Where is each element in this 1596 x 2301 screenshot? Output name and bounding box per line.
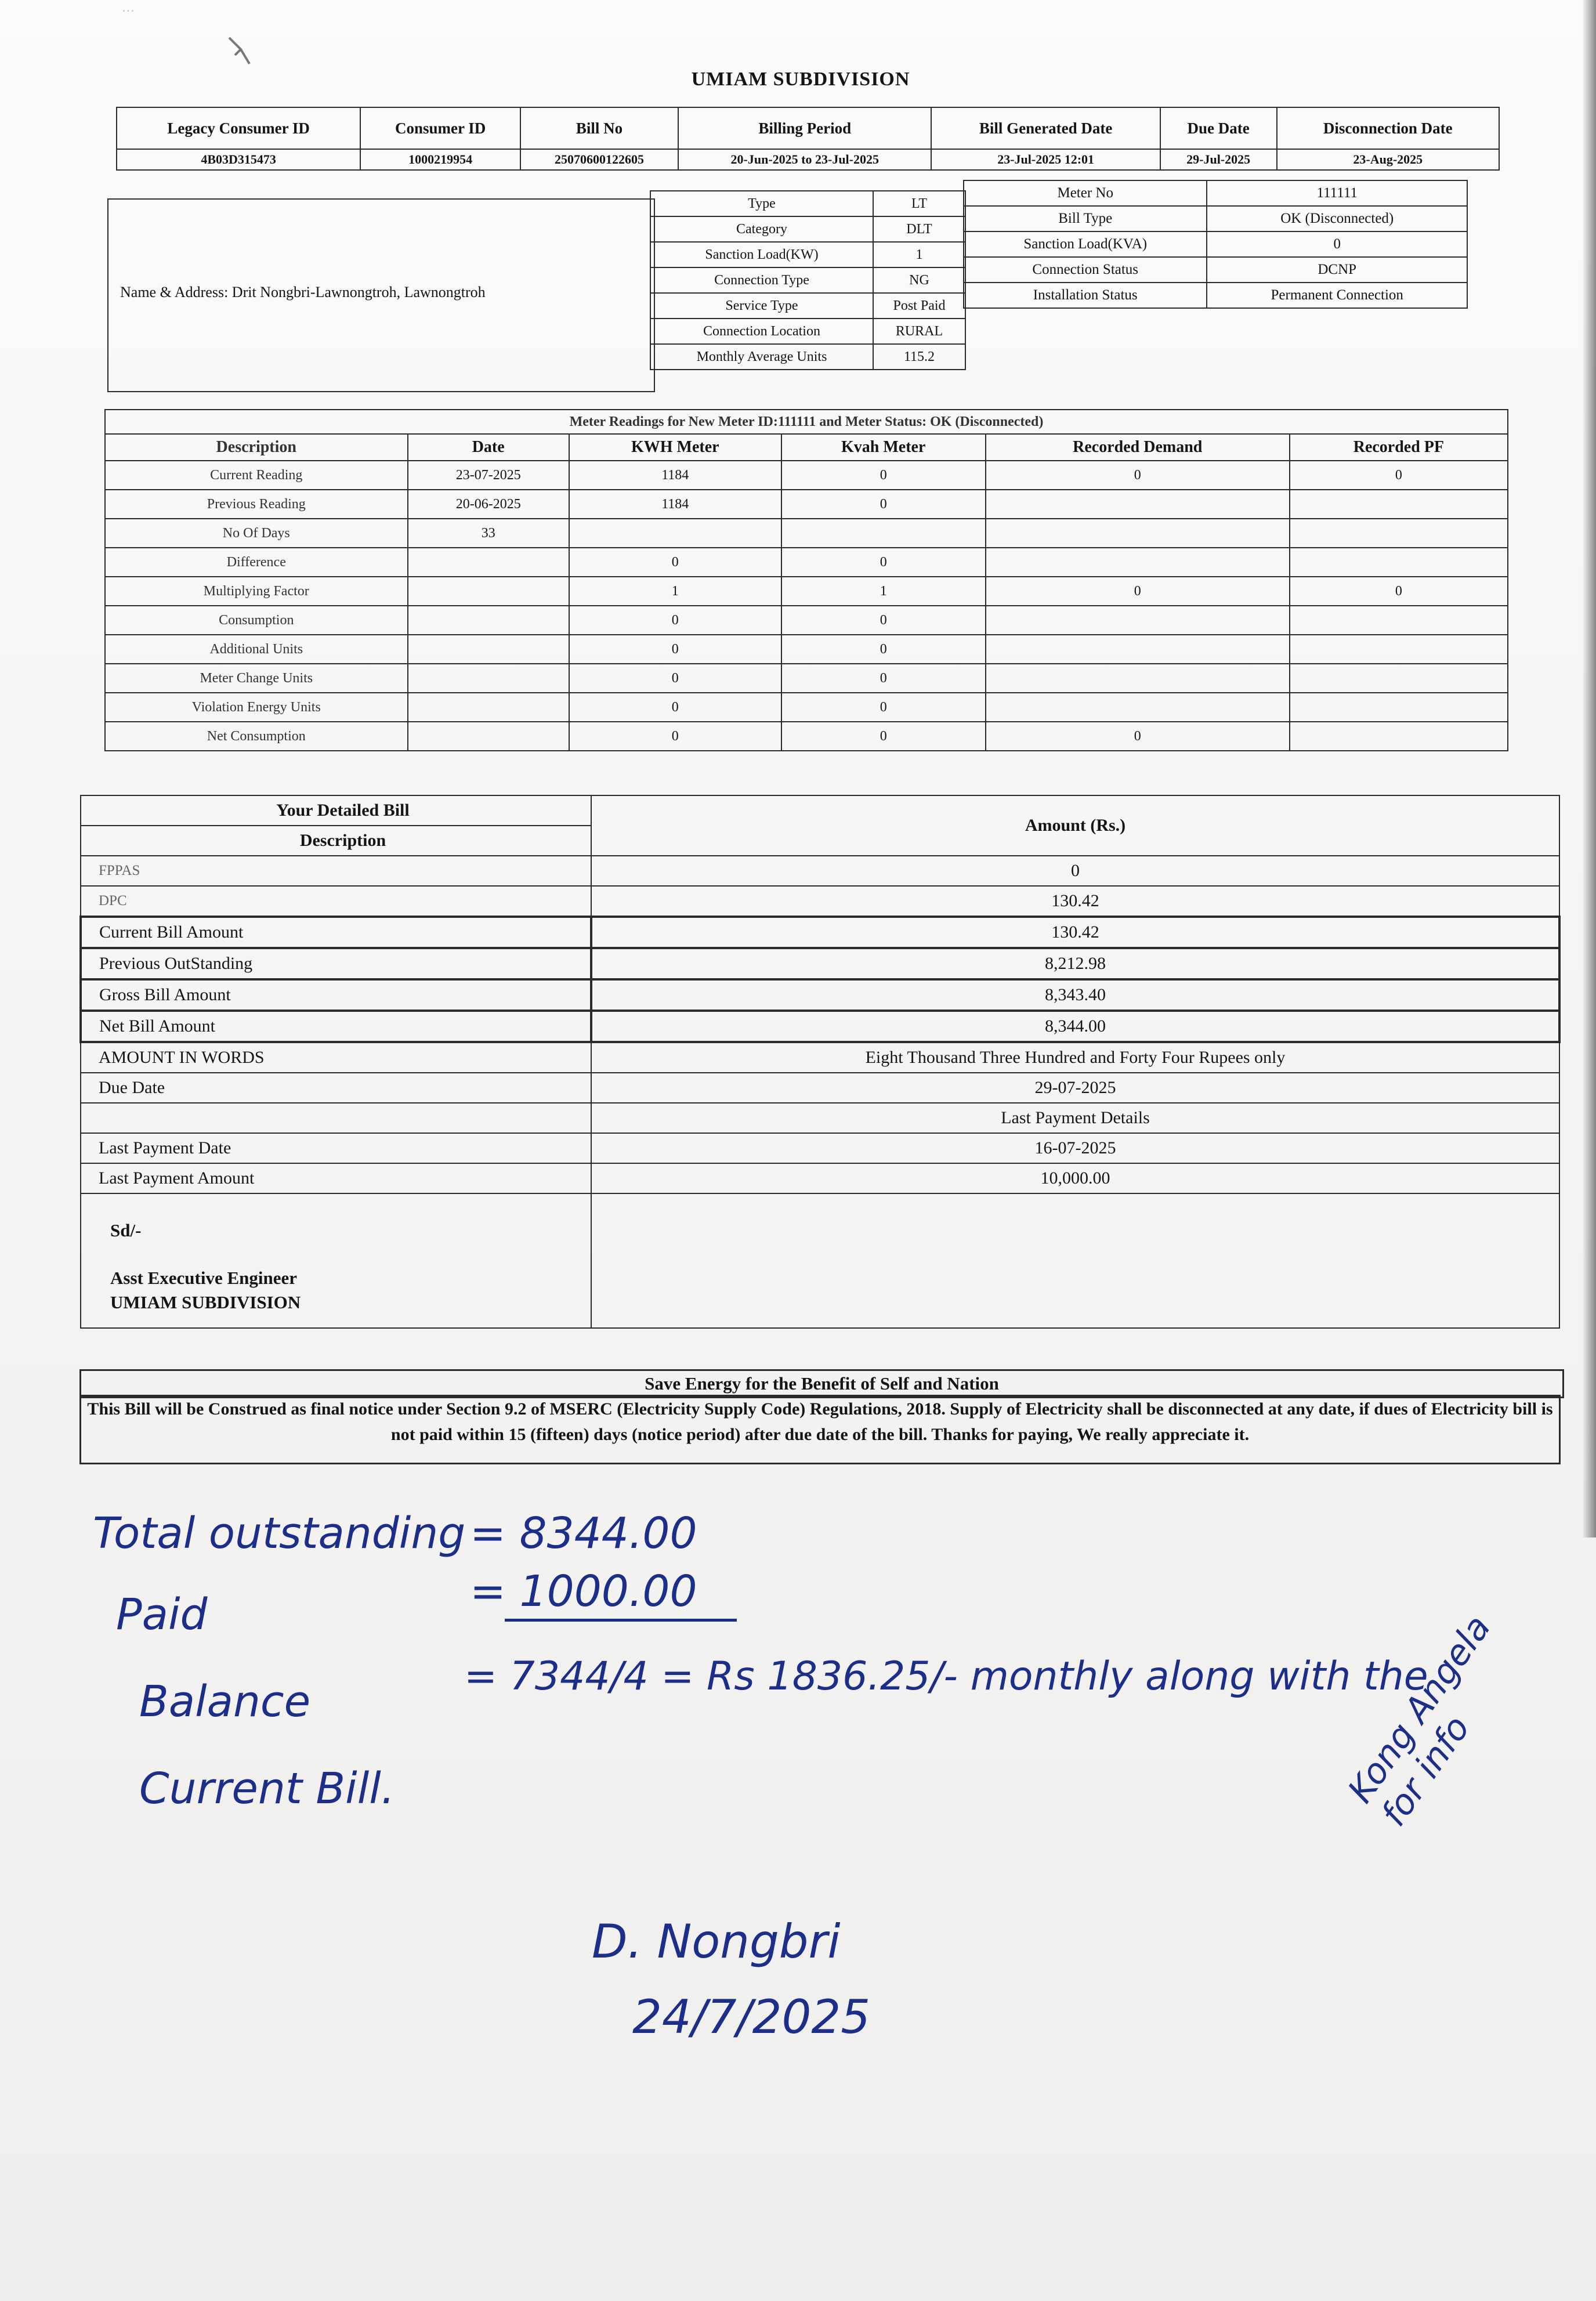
- reading-cell: 20-06-2025: [408, 490, 569, 519]
- reading-cell: 0: [781, 635, 986, 664]
- reading-cell: [986, 635, 1290, 664]
- reading-cell: [408, 693, 569, 722]
- reading-cell: [1290, 519, 1508, 548]
- hw-signature-date: 24/7/2025: [632, 1990, 871, 2044]
- table-row: [964, 180, 1467, 206]
- table-row: [105, 606, 1508, 635]
- table-row: [105, 461, 1508, 490]
- save-energy-banner: Save Energy for the Benefit of Self and Nation: [79, 1369, 1564, 1398]
- bill-label: Gross Bill Amount: [81, 979, 591, 1011]
- disconnection-date-value: 23-Aug-2025: [1277, 149, 1499, 170]
- meter-readings-table: [104, 409, 1508, 751]
- hw-note: Kong Angela for info: [1340, 1608, 1499, 1834]
- bill-value: 130.42: [591, 917, 1559, 948]
- hw-total-label: Total outstanding: [93, 1508, 466, 1558]
- reading-cell: 0: [1290, 461, 1508, 490]
- bill-value: 8,212.98: [591, 948, 1559, 979]
- reading-cell: [986, 519, 1290, 548]
- reading-cell: [1290, 606, 1508, 635]
- reading-description: Additional Units: [105, 635, 408, 664]
- conn-label: Service Type: [650, 293, 873, 319]
- reading-description: Violation Energy Units: [105, 693, 408, 722]
- sd-text: Sd/-: [110, 1220, 142, 1240]
- reading-cell: [408, 577, 569, 606]
- table-row: [650, 293, 965, 319]
- conn-label: Connection Location: [650, 319, 873, 344]
- bill-value: Eight Thousand Three Hundred and Forty Four Rupees only: [591, 1042, 1559, 1073]
- bill-label: AMOUNT IN WORDS: [81, 1042, 591, 1073]
- hdr-demand: Recorded Demand: [986, 434, 1290, 461]
- reading-cell: 1: [781, 577, 986, 606]
- reading-cell: 0: [986, 577, 1290, 606]
- bill-label: Net Bill Amount: [81, 1011, 591, 1042]
- meter-label: Bill Type: [964, 206, 1207, 231]
- meter-label: Installation Status: [964, 283, 1207, 308]
- ids-table: [116, 107, 1500, 171]
- legacy-id-value: 4B03D315473: [117, 149, 360, 170]
- bill-value: 130.42: [591, 886, 1559, 917]
- reading-cell: [569, 519, 781, 548]
- meter-value: 111111: [1207, 180, 1467, 206]
- conn-value: 115.2: [873, 344, 965, 370]
- reading-cell: 0: [781, 693, 986, 722]
- page-edge-shadow: [1582, 0, 1596, 1537]
- reading-cell: 0: [569, 693, 781, 722]
- conn-value: DLT: [873, 216, 965, 242]
- reading-cell: [408, 664, 569, 693]
- reading-cell: 1: [569, 577, 781, 606]
- reading-cell: [986, 693, 1290, 722]
- bill-label: FPPAS: [81, 856, 591, 886]
- reading-cell: 1184: [569, 490, 781, 519]
- reading-description: Meter Change Units: [105, 664, 408, 693]
- reading-description: Difference: [105, 548, 408, 577]
- signature-block: [110, 1218, 301, 1315]
- bill-label: Last Payment Date: [81, 1133, 591, 1163]
- conn-label: Category: [650, 216, 873, 242]
- bill-value: 16-07-2025: [591, 1133, 1559, 1163]
- hdr-kwh: KWH Meter: [569, 434, 781, 461]
- reading-cell: 0: [569, 548, 781, 577]
- bill-value: 29-07-2025: [591, 1073, 1559, 1103]
- table-row: [650, 344, 965, 370]
- table-row: [105, 577, 1508, 606]
- col-consumer-id: Consumer ID: [360, 107, 520, 149]
- logo-caption: …: [122, 0, 136, 15]
- table-row: [650, 242, 965, 267]
- col-legacy-id: Legacy Consumer ID: [117, 107, 360, 149]
- reading-cell: [1290, 548, 1508, 577]
- hdr-date: Date: [408, 434, 569, 461]
- generated-date-value: 23-Jul-2025 12:01: [931, 149, 1160, 170]
- reading-cell: [408, 722, 569, 751]
- table-row: [650, 319, 965, 344]
- reading-cell: 0: [781, 490, 986, 519]
- meter-label: Sanction Load(KVA): [964, 231, 1207, 257]
- detailed-bill-table: [79, 795, 1561, 1329]
- bill-heading: Your Detailed Bill: [81, 795, 591, 826]
- table-row: [81, 979, 1559, 1011]
- hw-balance-value: = 7344/4 = Rs 1836.25/- monthly along with the: [464, 1654, 1428, 1699]
- meter-value: OK (Disconnected): [1207, 206, 1467, 231]
- readings-caption: Meter Readings for New Meter ID:111111 and Meter Status: OK (Disconnected): [105, 410, 1508, 434]
- hdr-description: Description: [105, 434, 408, 461]
- hw-underline: [505, 1619, 737, 1622]
- reading-description: Net Consumption: [105, 722, 408, 751]
- conn-label: Connection Type: [650, 267, 873, 293]
- table-row: [964, 206, 1467, 231]
- reading-description: Multiplying Factor: [105, 577, 408, 606]
- logo-text: [122, 0, 331, 35]
- conn-value: Post Paid: [873, 293, 965, 319]
- reading-cell: 0: [569, 664, 781, 693]
- hdr-pf: Recorded PF: [1290, 434, 1508, 461]
- reading-cell: 0: [986, 461, 1290, 490]
- table-row: [105, 635, 1508, 664]
- conn-label: Type: [650, 191, 873, 216]
- bill-no-value: 25070600122605: [520, 149, 678, 170]
- reading-description: Previous Reading: [105, 490, 408, 519]
- hw-current-bill: Current Bill.: [139, 1764, 395, 1814]
- hdr-kvah: Kvah Meter: [781, 434, 986, 461]
- reading-cell: [1290, 664, 1508, 693]
- bill-label: Due Date: [81, 1073, 591, 1103]
- hw-paid-value: = 1000.00: [470, 1566, 697, 1616]
- reading-description: No Of Days: [105, 519, 408, 548]
- col-bill-no: Bill No: [520, 107, 678, 149]
- reading-cell: [986, 606, 1290, 635]
- signature-space: [591, 1193, 1559, 1328]
- meter-label: Meter No: [964, 180, 1207, 206]
- amount-header: Amount (Rs.): [591, 795, 1559, 856]
- table-row: [105, 664, 1508, 693]
- table-row: [81, 1042, 1559, 1073]
- meter-value: 0: [1207, 231, 1467, 257]
- reading-description: Current Reading: [105, 461, 408, 490]
- consumer-id-value: 1000219954: [360, 149, 520, 170]
- table-row: [81, 1193, 1559, 1328]
- reading-cell: [408, 606, 569, 635]
- table-row: [105, 548, 1508, 577]
- reading-cell: [1290, 722, 1508, 751]
- bill-value: 8,344.00: [591, 1011, 1559, 1042]
- bill-label: Last Payment Amount: [81, 1163, 591, 1193]
- conn-label: Monthly Average Units: [650, 344, 873, 370]
- bill-value: 10,000.00: [591, 1163, 1559, 1193]
- reading-cell: [1290, 490, 1508, 519]
- conn-value: LT: [873, 191, 965, 216]
- reading-cell: 0: [781, 548, 986, 577]
- reading-cell: [986, 490, 1290, 519]
- table-row: [81, 886, 1559, 917]
- billing-period-value: 20-Jun-2025 to 23-Jul-2025: [678, 149, 931, 170]
- table-row: [81, 1073, 1559, 1103]
- table-row: [81, 948, 1559, 979]
- table-row: [81, 1103, 1559, 1133]
- table-row: [650, 191, 965, 216]
- bill-label: DPC: [81, 886, 591, 917]
- bill-label: Previous OutStanding: [81, 948, 591, 979]
- hw-paid-label: Paid: [116, 1590, 208, 1640]
- table-row: [105, 722, 1508, 751]
- reading-cell: 0: [781, 606, 986, 635]
- connection-table: [650, 190, 966, 370]
- table-row: [650, 216, 965, 242]
- hw-balance-label: Balance: [139, 1677, 311, 1727]
- conn-label: Sanction Load(KW): [650, 242, 873, 267]
- col-due-date: Due Date: [1160, 107, 1277, 149]
- page-title: UMIAM SUBDIVISION: [691, 68, 910, 90]
- meter-value: DCNP: [1207, 257, 1467, 283]
- col-disconnection-date: Disconnection Date: [1277, 107, 1499, 149]
- table-row: [964, 257, 1467, 283]
- signatory-title: Asst Executive Engineer: [110, 1268, 298, 1288]
- hw-signature-name: D. Nongbri: [592, 1915, 841, 1969]
- name-address: Name & Address: Drit Nongbri-Lawnongtroh, Lawnongtroh: [120, 284, 486, 301]
- name-address-box: [107, 198, 655, 392]
- reading-cell: 0: [1290, 577, 1508, 606]
- conn-value: RURAL: [873, 319, 965, 344]
- bill-value: 8,343.40: [591, 979, 1559, 1011]
- bill-value: 0: [591, 856, 1559, 886]
- reading-cell: [408, 548, 569, 577]
- bill-label: [81, 1103, 591, 1133]
- signatory-office: UMIAM SUBDIVISION: [110, 1292, 301, 1312]
- conn-value: 1: [873, 242, 965, 267]
- table-row: [105, 519, 1508, 548]
- col-billing-period: Billing Period: [678, 107, 931, 149]
- conn-value: NG: [873, 267, 965, 293]
- hw-total-value: = 8344.00: [470, 1508, 697, 1558]
- reading-cell: 0: [569, 722, 781, 751]
- table-row: [81, 1163, 1559, 1193]
- meter-label: Connection Status: [964, 257, 1207, 283]
- reading-cell: 0: [569, 635, 781, 664]
- notice-text: This Bill will be Construed as final notice under Section 9.2 of MSERC (Electricity Supply Code) Regulations, 2018. Supply of Electricity shall be disconnected at any date, if dues of Electricity bill is not paid within 15 (fifteen) days (notice period) after due date of the bill. Thanks for paying, We really appreciate it.: [79, 1395, 1561, 1464]
- table-row: [650, 267, 965, 293]
- reading-cell: 33: [408, 519, 569, 548]
- table-row: [105, 490, 1508, 519]
- table-row: [964, 231, 1467, 257]
- bill-label: Current Bill Amount: [81, 917, 591, 948]
- reading-cell: 0: [781, 722, 986, 751]
- reading-cell: [986, 548, 1290, 577]
- reading-cell: [781, 519, 986, 548]
- description-header: Description: [81, 826, 591, 856]
- table-row: [81, 856, 1559, 886]
- reading-cell: 0: [781, 664, 986, 693]
- logo-icon: [223, 32, 258, 78]
- reading-cell: 0: [781, 461, 986, 490]
- reading-cell: [408, 635, 569, 664]
- table-row: [81, 1011, 1559, 1042]
- last-payment-heading: Last Payment Details: [591, 1103, 1559, 1133]
- reading-cell: 0: [569, 606, 781, 635]
- table-row: [105, 693, 1508, 722]
- reading-cell: 23-07-2025: [408, 461, 569, 490]
- reading-cell: [1290, 693, 1508, 722]
- col-generated-date: Bill Generated Date: [931, 107, 1160, 149]
- meter-info-table: [963, 180, 1468, 309]
- reading-description: Consumption: [105, 606, 408, 635]
- meter-value: Permanent Connection: [1207, 283, 1467, 308]
- reading-cell: 0: [986, 722, 1290, 751]
- table-row: [964, 283, 1467, 308]
- table-row: [81, 1133, 1559, 1163]
- reading-cell: [1290, 635, 1508, 664]
- table-row: [81, 917, 1559, 948]
- reading-cell: 1184: [569, 461, 781, 490]
- reading-cell: [986, 664, 1290, 693]
- due-date-value: 29-Jul-2025: [1160, 149, 1277, 170]
